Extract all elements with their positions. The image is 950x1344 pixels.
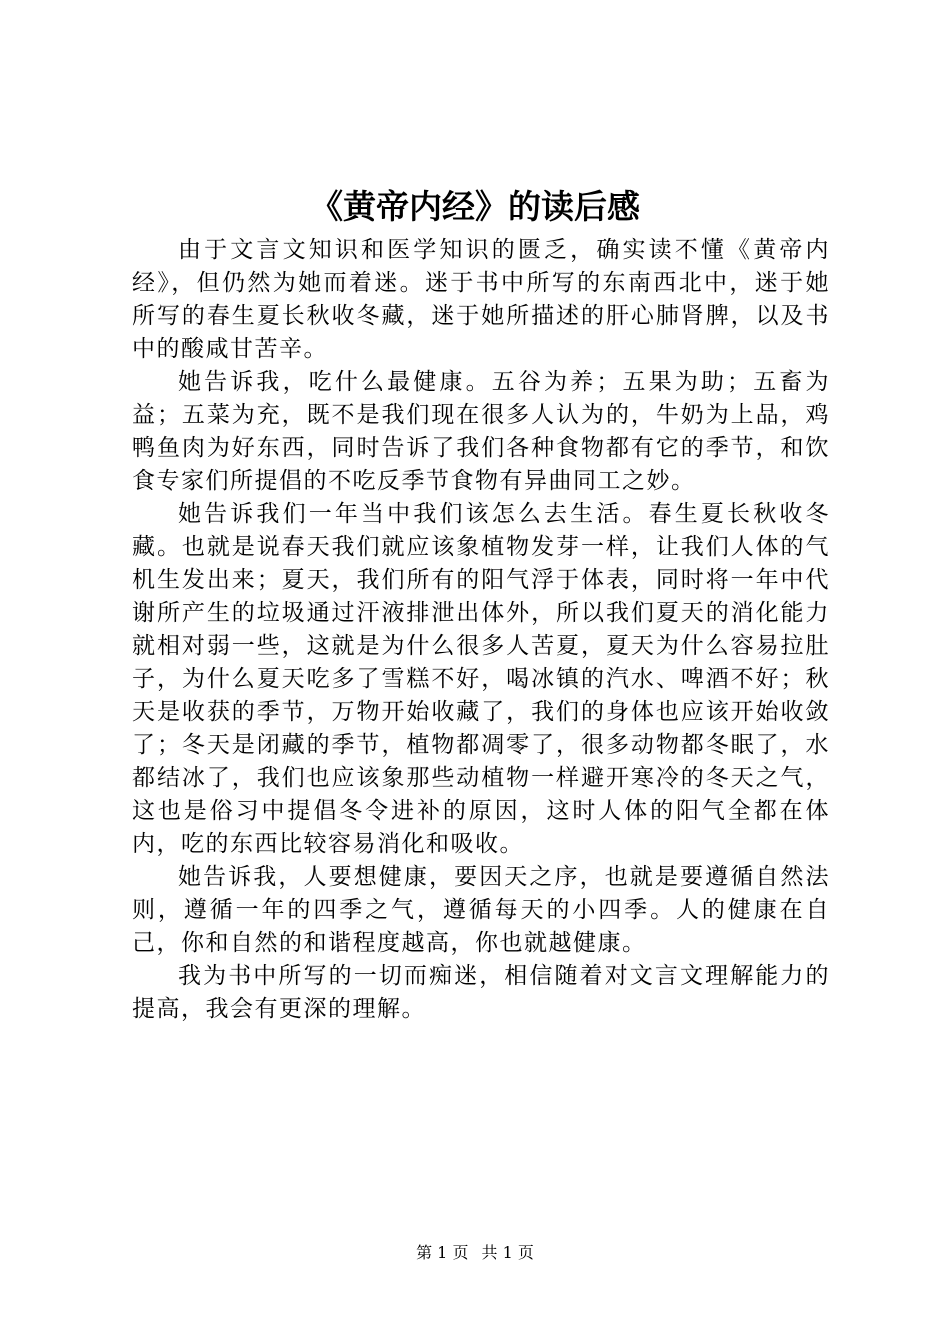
paragraph-2: 她告诉我，吃什么最健康。五谷为养；五果为助；五畜为益；五菜为充，既不是我们现在很多人认为的，牛奶为上品，鸡鸭鱼肉为好东西，同时告诉了我们各种食物都有它的季节，和饮食专家们所提倡的不吃反季节食物有异曲同工之妙。 xyxy=(132,369,830,494)
paragraph-1: 由于文言文知识和医学知识的匮乏，确实读不懂《黄帝内经》，但仍然为她而着迷。迷于书中所写的东南西北中，迷于她所写的春生夏长秋收冬藏，迷于她所描述的肝心肺肾脾，以及书中的酸咸甘苦辛。 xyxy=(132,237,830,362)
paragraph-5: 我为书中所写的一切而痴迷，相信随着对文言文理解能力的提高，我会有更深的理解。 xyxy=(132,963,830,1022)
page-footer xyxy=(0,1242,950,1264)
document-title: 《黄帝内经》的读后感 xyxy=(310,187,640,226)
paragraph-3: 她告诉我们一年当中我们该怎么去生活。春生夏长秋收冬藏。也就是说春天我们就应该象植物发芽一样，让我们人体的气机生发出来；夏天，我们所有的阳气浮于体表，同时将一年中代谢所产生的垃圾通过汗液排泄出体外，所以我们夏天的消化能力就相对弱一些，这就是为什么很多人苦夏，夏天为什么容易拉肚子，为什么夏天吃多了雪糕不好，喝冰镇的汽水、啤酒不好；秋天是收获的季节，万物开始收藏了，我们的身体也应该开始收敛了；冬天是闭藏的季节，植物都凋零了，很多动物都冬眠了，水都结冰了，我们也应该象那些动植物一样避开寒冷的冬天之气，这也是俗习中提倡冬令进补的原因，这时人体的阳气全都在体内，吃的东西比较容易消化和吸收。 xyxy=(132,501,830,857)
page-number: 第 1 页 xyxy=(416,1243,469,1262)
document-body xyxy=(132,234,830,1026)
page-total: 共 1 页 xyxy=(481,1243,534,1262)
paragraph-4: 她告诉我，人要想健康，要因天之序，也就是要遵循自然法则，遵循一年的四季之气，遵循每天的小四季。人的健康在自己，你和自然的和谐程度越高，你也就越健康。 xyxy=(132,864,830,956)
